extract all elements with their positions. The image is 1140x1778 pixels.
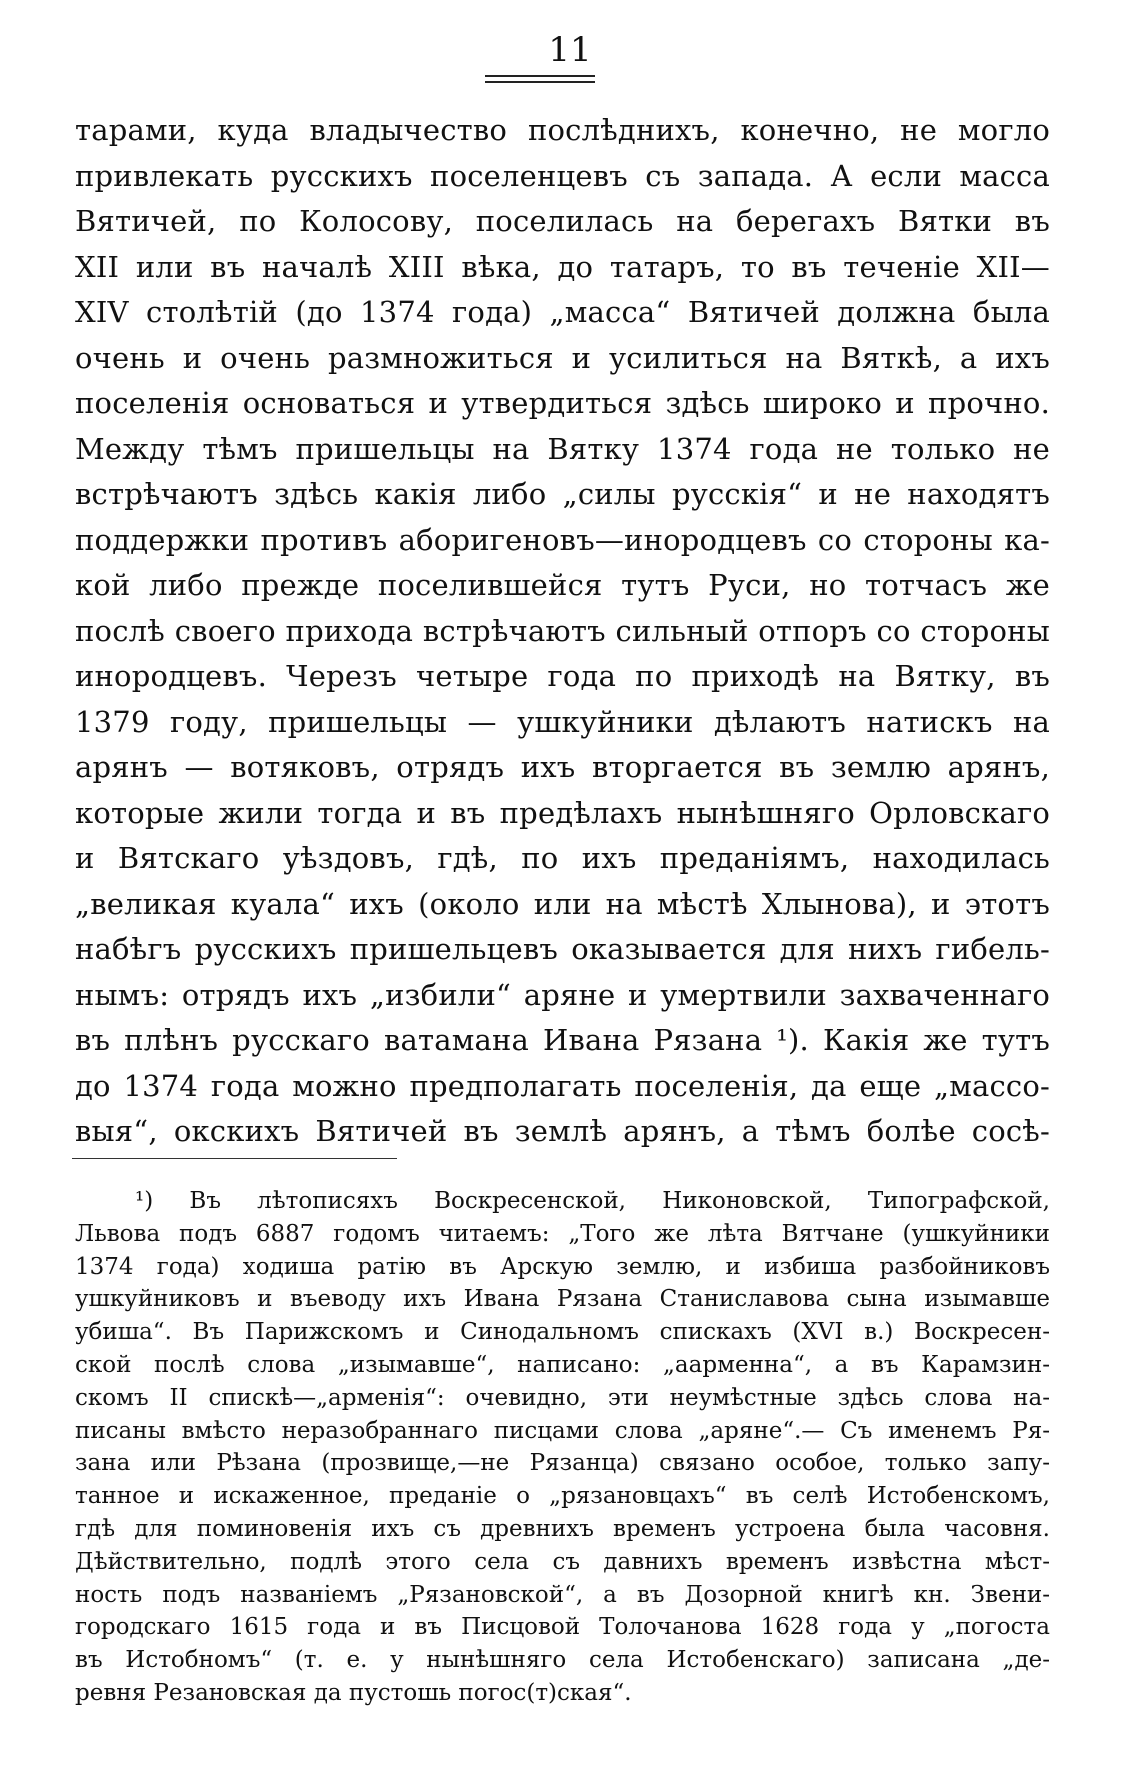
footnote-separator <box>72 1158 397 1159</box>
body-line: „великая куала“ ихъ (около или на мѣстѣ Хлынова), и этотъ <box>75 886 1050 921</box>
footnote-line: ушкуйниковъ и въеводу ихъ Ивана Рязана Станиславова сына изымавше <box>75 1286 1050 1313</box>
body-line: тарами, куда владычество послѣднихъ, конечно, не могло <box>75 113 1050 147</box>
body-line: встрѣчаютъ здѣсь какія либо „силы русскія“ и не находятъ <box>75 477 1050 511</box>
footnote-line: скомъ II спискѣ—„арменія“: очевидно, эти неумѣстные здѣсь слова на- <box>75 1384 1050 1411</box>
footnote-line: гдѣ для поминовенія ихъ съ древнихъ временъ устроена была часовня. <box>75 1515 1050 1542</box>
body-line: Вятичей, по Колосову, поселилась на берегахъ Вятки въ <box>75 204 1050 238</box>
body-line: которые жили тогда и въ предѣлахъ нынѣшняго Орловскаго <box>75 795 1050 830</box>
footnote-line: 1374 года) ходиша ратію въ Арскую землю, и избиша разбойниковъ <box>75 1253 1050 1280</box>
footnote-line: Дѣйствительно, подлѣ этого села съ давнихъ временъ извѣстна мѣст- <box>75 1548 1050 1575</box>
footnote-line: ской послѣ слова „изымавше“, написано: „аарменна“, а въ Карамзин- <box>75 1351 1050 1378</box>
footnotes <box>75 1185 1050 1710</box>
body-line: Между тѣмъ пришельцы на Вятку 1374 года не только не <box>75 431 1050 466</box>
body-line: инородцевъ. Черезъ четыре года по приходѣ на Вятку, въ <box>75 659 1050 693</box>
body-line: нымъ: отрядъ ихъ „избили“ аряне и умертвили захваченнаго <box>75 977 1050 1012</box>
body-line: XIV столѣтій (до 1374 года) „масса“ Вятичей должна была <box>75 295 1050 329</box>
main-text <box>75 108 1050 1155</box>
footnote-line: Львова подъ 6887 годомъ читаемъ: „Того же лѣта Вятчане (ушкуйники <box>75 1220 1050 1247</box>
footnote-line: писаны вмѣсто неразобраннаго писцами слова „аряне“.— Съ именемъ Ря- <box>75 1417 1050 1444</box>
footnote-line: ¹) Въ лѣтописяхъ Воскресенской, Никоновской, Типографской, <box>135 1188 1050 1214</box>
footnote-line: городскаго 1615 года и въ Писцовой Толочанова 1628 года у „погоста <box>75 1614 1050 1641</box>
page-number: 11 <box>548 30 592 70</box>
body-line: поддержки противъ аборигеновъ—инородцевъ со стороны ка- <box>75 522 1050 557</box>
footnote-line: убиша“. Въ Парижскомъ и Синодальномъ спискахъ (XVI в.) Воскресен- <box>75 1319 1050 1346</box>
footnote-line: танное и искаженное, преданіе о „рязановцахъ“ въ селѣ Истобенскомъ, <box>75 1483 1050 1510</box>
body-line: въ плѣнъ русскаго ватамана Ивана Рязана ¹). Какія же тутъ <box>75 1023 1050 1057</box>
body-line: 1379 году, пришельцы — ушкуйники дѣлаютъ натискъ на <box>75 704 1050 739</box>
body-line: поселенія основаться и утвердиться здѣсь широко и прочно. <box>75 386 1050 420</box>
footnote-line: ревня Резановская да пустошь погос(т)ская“. <box>75 1679 632 1706</box>
footnote-line: ность подъ названіемъ „Рязановской“, а въ Дозорной книгѣ кн. Звени- <box>75 1581 1050 1608</box>
body-line: XII или въ началѣ XIII вѣка, до татаръ, то въ теченіе XII— <box>75 249 1050 284</box>
body-line: выя“, окскихъ Вятичей въ землѣ арянъ, а тѣмъ болѣе сосѣ- <box>75 1114 1050 1148</box>
body-line: набѣгъ русскихъ пришельцевъ оказывается для нихъ гибель- <box>75 932 1050 966</box>
header-rule-top <box>485 75 595 77</box>
body-line: послѣ своего прихода встрѣчаютъ сильный отпоръ со стороны <box>75 613 1050 648</box>
body-line: до 1374 года можно предполагать поселенія, да еще „массо- <box>75 1068 1050 1103</box>
footnote-line: зана или Рѣзана (прозвище,—не Рязанца) связано особое, только запу- <box>75 1450 1050 1477</box>
footnote-line: въ Истобномъ“ (т. е. у нынѣшняго села Истобенскаго) записана „де- <box>75 1647 1050 1674</box>
body-line: кой либо прежде поселившейся тутъ Руси, но тотчасъ же <box>75 568 1050 602</box>
body-line: и Вятскаго уѣздовъ, гдѣ, по ихъ преданіямъ, находилась <box>75 841 1050 875</box>
body-line: очень и очень размножиться и усилиться на Вяткѣ, а ихъ <box>75 340 1050 375</box>
body-line: арянъ — вотяковъ, отрядъ ихъ вторгается въ землю арянъ, <box>75 750 1050 784</box>
body-line: привлекать русскихъ поселенцевъ съ запада. А если масса <box>75 158 1050 193</box>
header-rule-bottom <box>485 81 595 83</box>
